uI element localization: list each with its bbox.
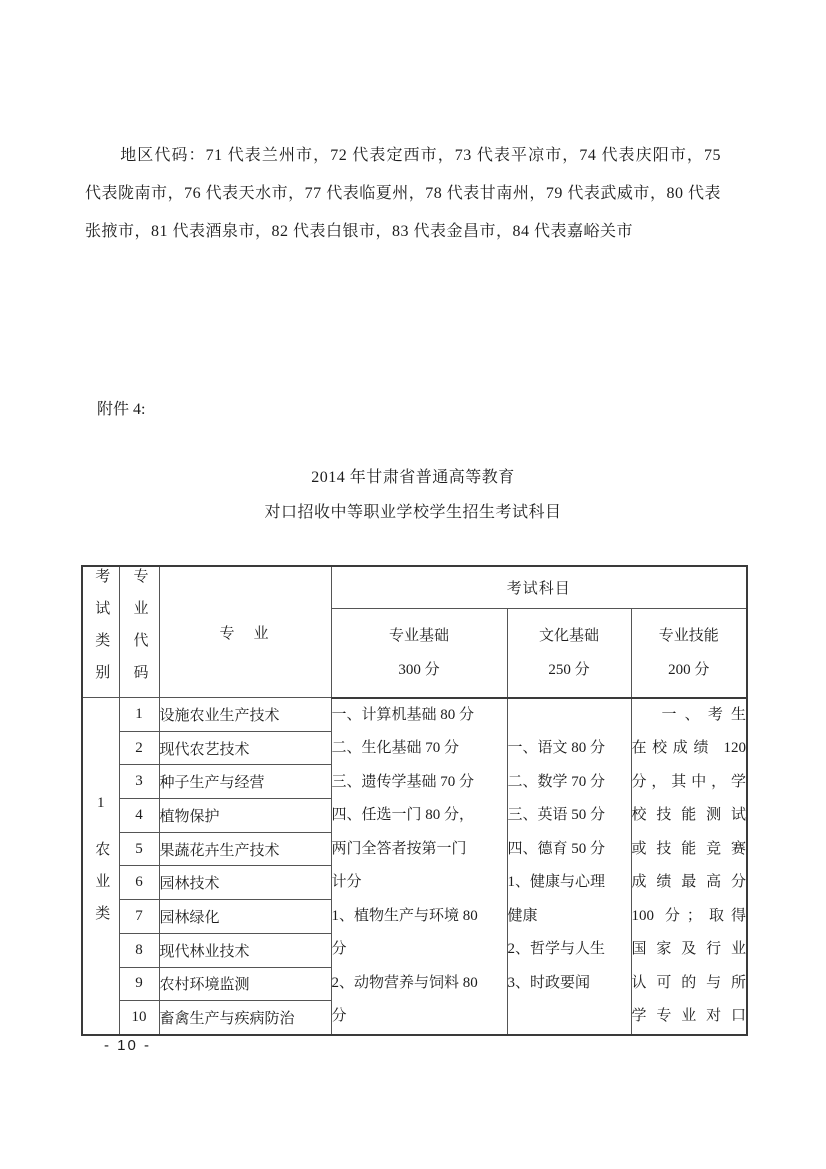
subject-line: 1、健康与心理 <box>507 874 606 890</box>
header-exam-category-label: 考试类别 <box>93 568 110 696</box>
subject-line: 两门全答者按第一门 <box>331 840 467 857</box>
subject-line: 四、任选一门 80 分， <box>331 807 475 823</box>
subject-line: 三、英语 50 分 <box>507 807 606 823</box>
major-name-cell: 园林技术 <box>159 866 331 900</box>
subject-line: 1、植物生产与环境 80 <box>331 907 478 924</box>
subject-line: 二、生化基础 70 分 <box>331 740 460 756</box>
subheader-professional-skill-name: 专业技能 <box>658 627 719 644</box>
subject-line: 计分 <box>331 874 362 890</box>
category-cell <box>82 698 119 1035</box>
subject-line: 或技能竞赛 <box>631 840 747 857</box>
professional-basis-cell <box>331 698 507 1035</box>
major-code-cell: 7 <box>119 900 159 934</box>
category-name: 农业类 <box>93 840 110 937</box>
subject-line: 分，其中，学 <box>631 773 747 790</box>
subject-line: 二、数学 70 分 <box>507 773 606 790</box>
header-major-code <box>119 566 159 698</box>
major-name-cell: 植物保护 <box>159 799 331 833</box>
category-number: 1 <box>97 794 105 811</box>
subject-line: 分 <box>331 1008 347 1024</box>
major-name-cell: 现代林业技术 <box>159 933 331 967</box>
doc-subtitle: 对口招收中等职业学校学生招生考试科目 <box>264 504 562 521</box>
subheader-professional-basis <box>331 609 507 698</box>
intro-paragraph: 地区代码：71 代表兰州市，72 代表定西市，73 代表平凉市，74 代表庆阳市，75 代表陇南市，76 代表天水市，77 代表临夏州，78 代表甘南州，79 代表武威市，80 代表张掖市，81 代表酒泉市，82 代表白银市，83 代表金昌市，84 代表嘉峪关市 <box>85 147 721 240</box>
subject-line: 一、考生 <box>661 706 747 723</box>
subject-line: 健康 <box>507 907 538 924</box>
subheader-professional-skill <box>631 609 747 698</box>
subject-line: 一、语文 80 分 <box>507 740 606 756</box>
subject-line: 分 <box>331 941 347 957</box>
major-code-cell: 6 <box>119 866 159 900</box>
subheader-cultural-basis-score: 250 分 <box>548 661 590 678</box>
major-code-cell: 9 <box>119 967 159 1001</box>
major-code-cell: 2 <box>119 731 159 765</box>
subheader-cultural-basis-name: 文化基础 <box>538 627 599 644</box>
major-code-cell: 3 <box>119 765 159 799</box>
subject-line: 校技能测试 <box>631 807 747 823</box>
exam-subjects-table <box>81 565 748 1036</box>
subheader-professional-skill-score: 200 分 <box>668 661 710 678</box>
professional-skill-cell <box>631 698 747 1035</box>
subject-line: 2、哲学与人生 <box>507 941 606 957</box>
subheader-professional-basis-name: 专业基础 <box>388 627 449 644</box>
header-major: 专 业 <box>159 566 331 698</box>
subheader-professional-basis-score: 300 分 <box>398 661 440 678</box>
major-code-cell: 4 <box>119 799 159 833</box>
major-name-cell: 畜禽生产与疾病防治 <box>159 1001 331 1035</box>
major-name-cell: 农村环境监测 <box>159 967 331 1001</box>
major-name-cell: 园林绿化 <box>159 900 331 934</box>
major-name-cell: 设施农业生产技术 <box>159 698 331 732</box>
subject-line: 三、遗传学基础 70 分 <box>331 773 475 790</box>
cultural-basis-cell <box>507 698 631 1035</box>
major-code-cell: 5 <box>119 832 159 866</box>
major-name-cell: 果蔬花卉生产技术 <box>159 832 331 866</box>
major-code-cell: 8 <box>119 933 159 967</box>
subject-line: 四、德育 50 分 <box>507 840 606 857</box>
subject-line: 学专业对口 <box>631 1008 747 1024</box>
subject-line: 国家及行业 <box>631 941 747 957</box>
header-exam-category <box>82 566 119 698</box>
subject-line: 认可的与所 <box>631 974 747 991</box>
major-code-cell: 1 <box>119 698 159 732</box>
subject-line: 3、时政要闻 <box>507 974 591 991</box>
header-exam-subjects: 考试科目 <box>331 566 747 609</box>
page-number: - 10 - <box>104 1037 152 1054</box>
major-code-cell: 10 <box>119 1001 159 1035</box>
subject-line: 2、动物营养与饲料 80 <box>331 974 478 991</box>
subject-line: 100 分；取得 <box>631 907 747 924</box>
subheader-cultural-basis <box>507 609 631 698</box>
subject-line: 在校成绩 120 <box>631 740 747 756</box>
doc-title: 2014 年甘肃省普通高等教育 <box>311 469 515 486</box>
attachment-label: 附件 4: <box>97 401 146 418</box>
major-name-cell: 种子生产与经营 <box>159 765 331 799</box>
header-major-code-label: 专业代码 <box>131 568 148 696</box>
major-name-cell: 现代农艺技术 <box>159 731 331 765</box>
subject-line: 成绩最高分 <box>631 874 747 890</box>
table-row <box>82 698 747 732</box>
subject-line: 一、计算机基础 80 分 <box>331 706 475 723</box>
